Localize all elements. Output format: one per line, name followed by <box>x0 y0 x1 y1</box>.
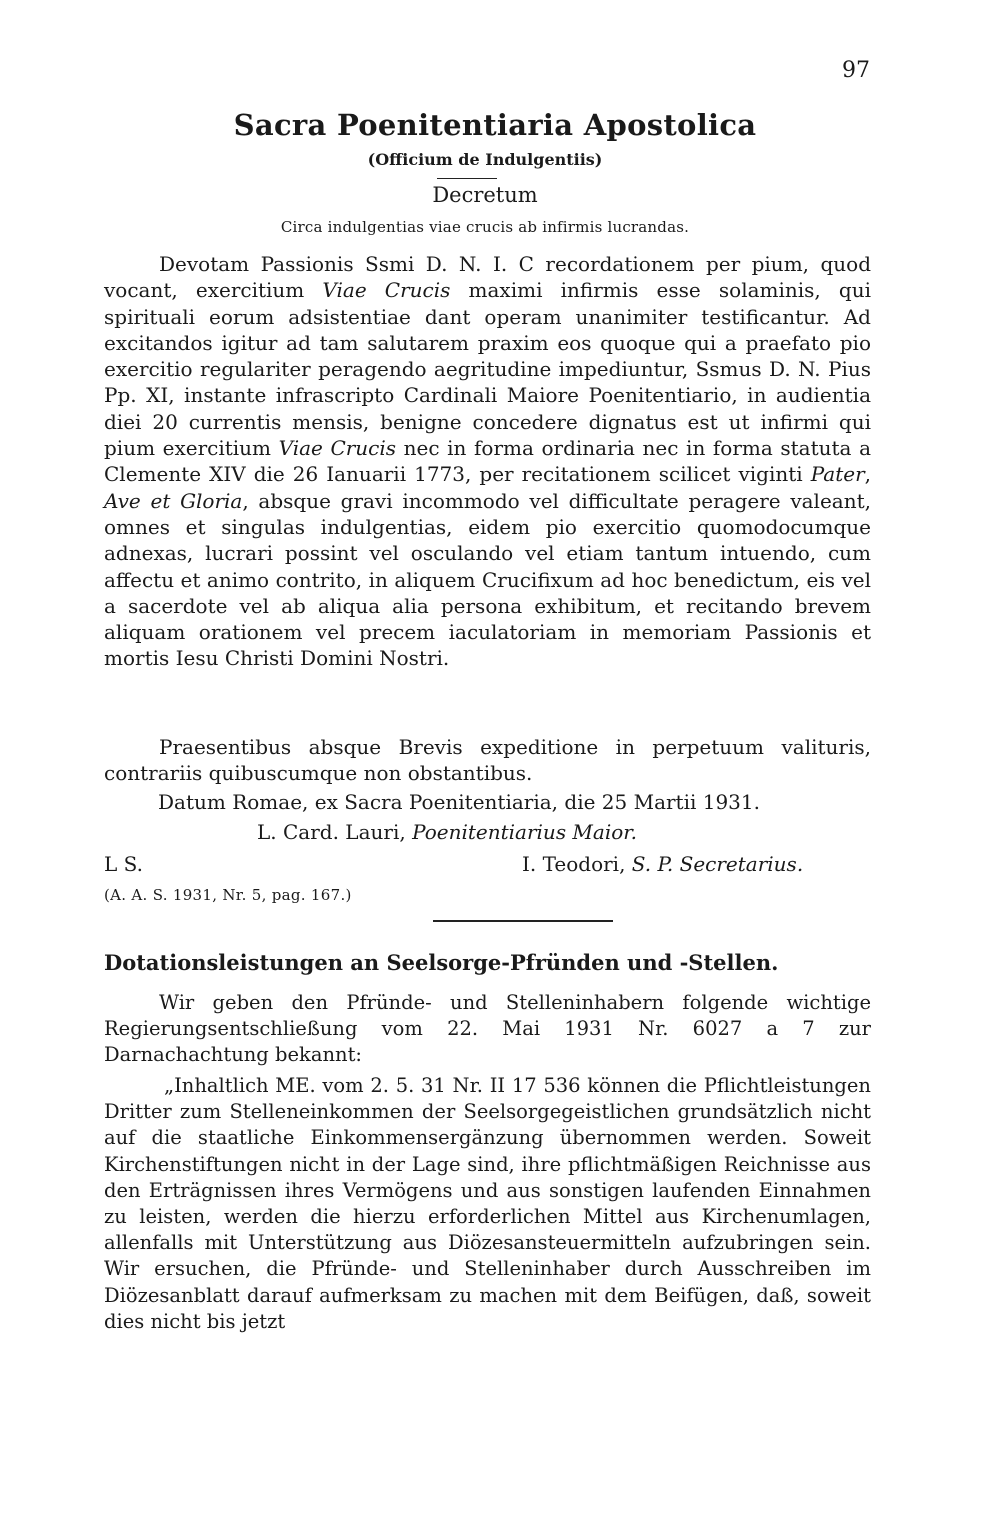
source-reference: (A. A. S. 1931, Nr. 5, pag. 167.) <box>104 886 352 904</box>
seal-mark: L S. <box>104 852 143 876</box>
section-divider <box>433 920 613 922</box>
german-paragraph-2: „Inhaltlich ME. vom 2. 5. 31 Nr. II 17 536 können die Pflichtleistungen Dritter zum Stelleneinkommen der Seelsorgegeistlichen grundsätzlich nicht auf die staatliche Einkommensergänzung übernommen werden. Soweit Kirchenstiftungen nicht in der Lage sind, ihre pflichtmäßigen Reichnisse aus den Erträgnissen ihres Vermögens und aus sonstigen laufenden Einnahmen zu leisten, werden die hierzu erforderlichen Mittel aus Kirchenumlagen, allenfalls mit Unterstützung aus Diözesansteuermitteln aufzubringen sein. Wir ersuchen, die Pfründe- und Stelleninhaber durch Ausschreiben im Diözesanblatt darauf aufmerksam zu machen mit dem Beifügen, daß, soweit dies nicht bis jetzt <box>104 1074 871 1333</box>
datum-line: Datum Romae, ex Sacra Poenitentiaria, die 25 Martii 1931. <box>158 790 760 814</box>
title-divider <box>437 178 497 179</box>
latin-paragraph-2: Praesentibus absque Brevis expeditione in perpetuum valituris, contrariis quibuscumque non obstantibus. <box>104 735 871 786</box>
cardinal-signature: L. Card. Lauri, Poenitentiarius Maior. <box>257 820 637 844</box>
page-title: Sacra Poenitentiaria Apostolica <box>233 108 757 142</box>
decree-subject: Circa indulgentias viae crucis ab infirmis lucrandas. <box>280 218 690 236</box>
page-number: 97 <box>842 58 870 83</box>
german-heading: Dotationsleistungen an Seelsorge-Pfründen und -Stellen. <box>104 950 779 975</box>
latin-paragraph-1: Devotam Passionis Ssmi D. N. I. C recordationem per pium, quod vocant, exercitium Viae Crucis maximi infirmis esse solaminis, qui spirituali eorum adsistentiae dant operam unanimiter testificantur. Ad excitandos igitur ad tam salutarem praxim eos quoque qui a praefato pio exercitio regulariter peragendo aegritudine impediuntur, Ssmus D. N. Pius Pp. XI, instante infrascripto Cardinali Maiore Poenitentiario, in audientia diei 20 currentis mensis, benigne concedere dignatus est ut infirmi qui pium exercitium Viae Crucis nec in forma ordinaria nec in forma statuta a Clemente XIV die 26 Ianuarii 1773, per recitationem scilicet viginti Pater, Ave et Gloria, absque gravi incommodo vel difficultate peragere valeant, omnes et singulas indulgentias, eidem pio exercitio quomodocumque adnexas, lucrari possint vel osculando vel etiam tantum intuendo, cum affectu et animo contrito, in aliquem Crucifixum ad hoc benedictum, eis vel a sacerdote vel ab aliqua alia persona exhibitum, et recitando brevem aliquam orationem vel precem iaculatoriam in memoriam Passionis et mortis Iesu Christi Domini Nostri. <box>104 252 871 671</box>
german-paragraph-1: Wir geben den Pfründe- und Stelleninhabern folgende wichtige Regierungsentschließung vom 22. Mai 1931 Nr. 6027 a 7 zur Darnachachtung bekannt: <box>104 991 871 1067</box>
decree-label: Decretum <box>432 183 538 207</box>
secretary-signature: I. Teodori, S. P. Secretarius. <box>522 852 804 876</box>
page-subtitle: (Officium de Indulgentiis) <box>367 150 603 169</box>
